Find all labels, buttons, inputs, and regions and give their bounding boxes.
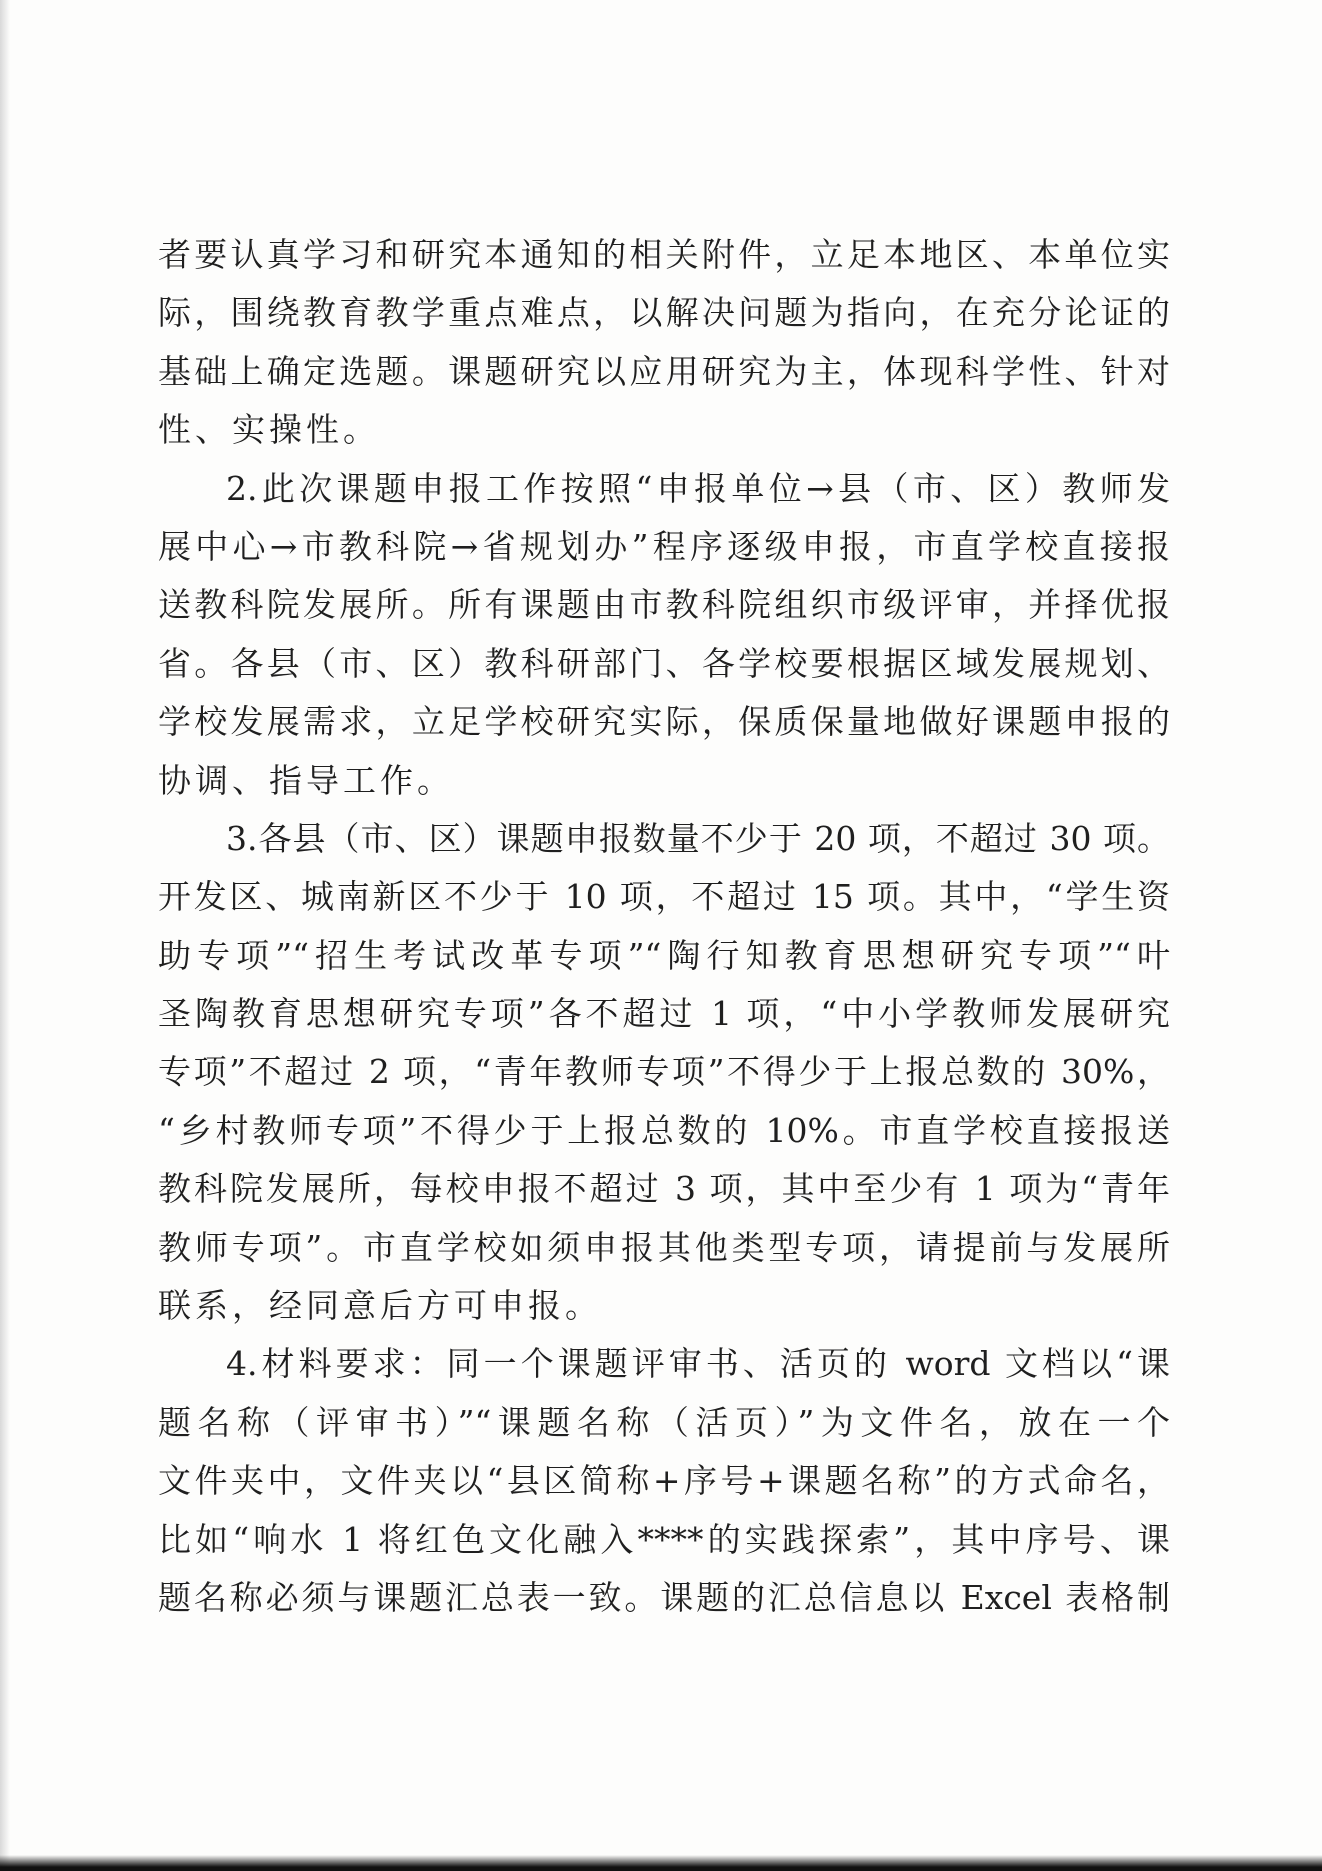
document-body [158, 226, 1170, 1627]
text-line: 展中心→市教科院→省规划办”程序逐级申报，市直学校直接报 [158, 526, 1170, 566]
text-line: 省。各县（市、区）教科研部门、各学校要根据区域发展规划、 [158, 643, 1170, 683]
text-line: 联系，经同意后方可申报。 [158, 1286, 602, 1326]
text-line: 性、实操性。 [158, 410, 380, 450]
scan-shadow-bottom [0, 1855, 1322, 1871]
text-line: 协调、指导工作。 [158, 760, 454, 800]
text-line: 基础上确定选题。课题研究以应用研究为主，体现科学性、针对 [158, 351, 1170, 391]
paragraph-start-line: 4.材料要求：同一个课题评审书、活页的 word 文档以“课 [226, 1344, 1170, 1384]
text-line: 际，围绕教育教学重点难点，以解决问题为指向，在充分论证的 [158, 293, 1170, 333]
text-line: 者要认真学习和研究本通知的相关附件，立足本地区、本单位实 [158, 235, 1170, 274]
scan-shadow-left [0, 0, 10, 1871]
text-line: 文件夹中，文件夹以“县区简称+序号+课题名称”的方式命名， [158, 1461, 1170, 1501]
paragraph-start-line: 3.各县（市、区）课题申报数量不少于 20 项，不超过 30 项。 [226, 818, 1170, 858]
text-line: 教师专项”。市直学校如须申报其他类型专项，请提前与发展所 [158, 1227, 1170, 1267]
text-line: 比如“响水 1 将红色文化融入****的实践探索”，其中序号、课 [158, 1519, 1170, 1559]
text-line: 助专项”“招生考试改革专项”“陶行知教育思想研究专项”“叶 [158, 935, 1170, 975]
text-line: 专项”不超过 2 项，“青年教师专项”不得少于上报总数的 30%， [158, 1052, 1170, 1092]
text-line: 题名称（评审书）”“课题名称（活页）”为文件名，放在一个 [158, 1402, 1170, 1442]
text-line: 圣陶教育思想研究专项”各不超过 1 项，“中小学教师发展研究 [158, 994, 1170, 1034]
paragraph-start-line: 2.此次课题申报工作按照“申报单位→县（市、区）教师发 [226, 468, 1170, 508]
text-line: “乡村教师专项”不得少于上报总数的 10%。市直学校直接报送 [158, 1110, 1170, 1150]
text-line: 题名称必须与课题汇总表一致。课题的汇总信息以 Excel 表格制 [158, 1577, 1170, 1617]
text-line: 教科院发展所，每校申报不超过 3 项，其中至少有 1 项为“青年 [158, 1169, 1170, 1209]
text-line: 开发区、城南新区不少于 10 项，不超过 15 项。其中，“学生资 [158, 877, 1170, 917]
text-line: 学校发展需求，立足学校研究实际，保质保量地做好课题申报的 [158, 702, 1170, 742]
text-line: 送教科院发展所。所有课题由市教科院组织市级评审，并择优报 [158, 585, 1170, 625]
